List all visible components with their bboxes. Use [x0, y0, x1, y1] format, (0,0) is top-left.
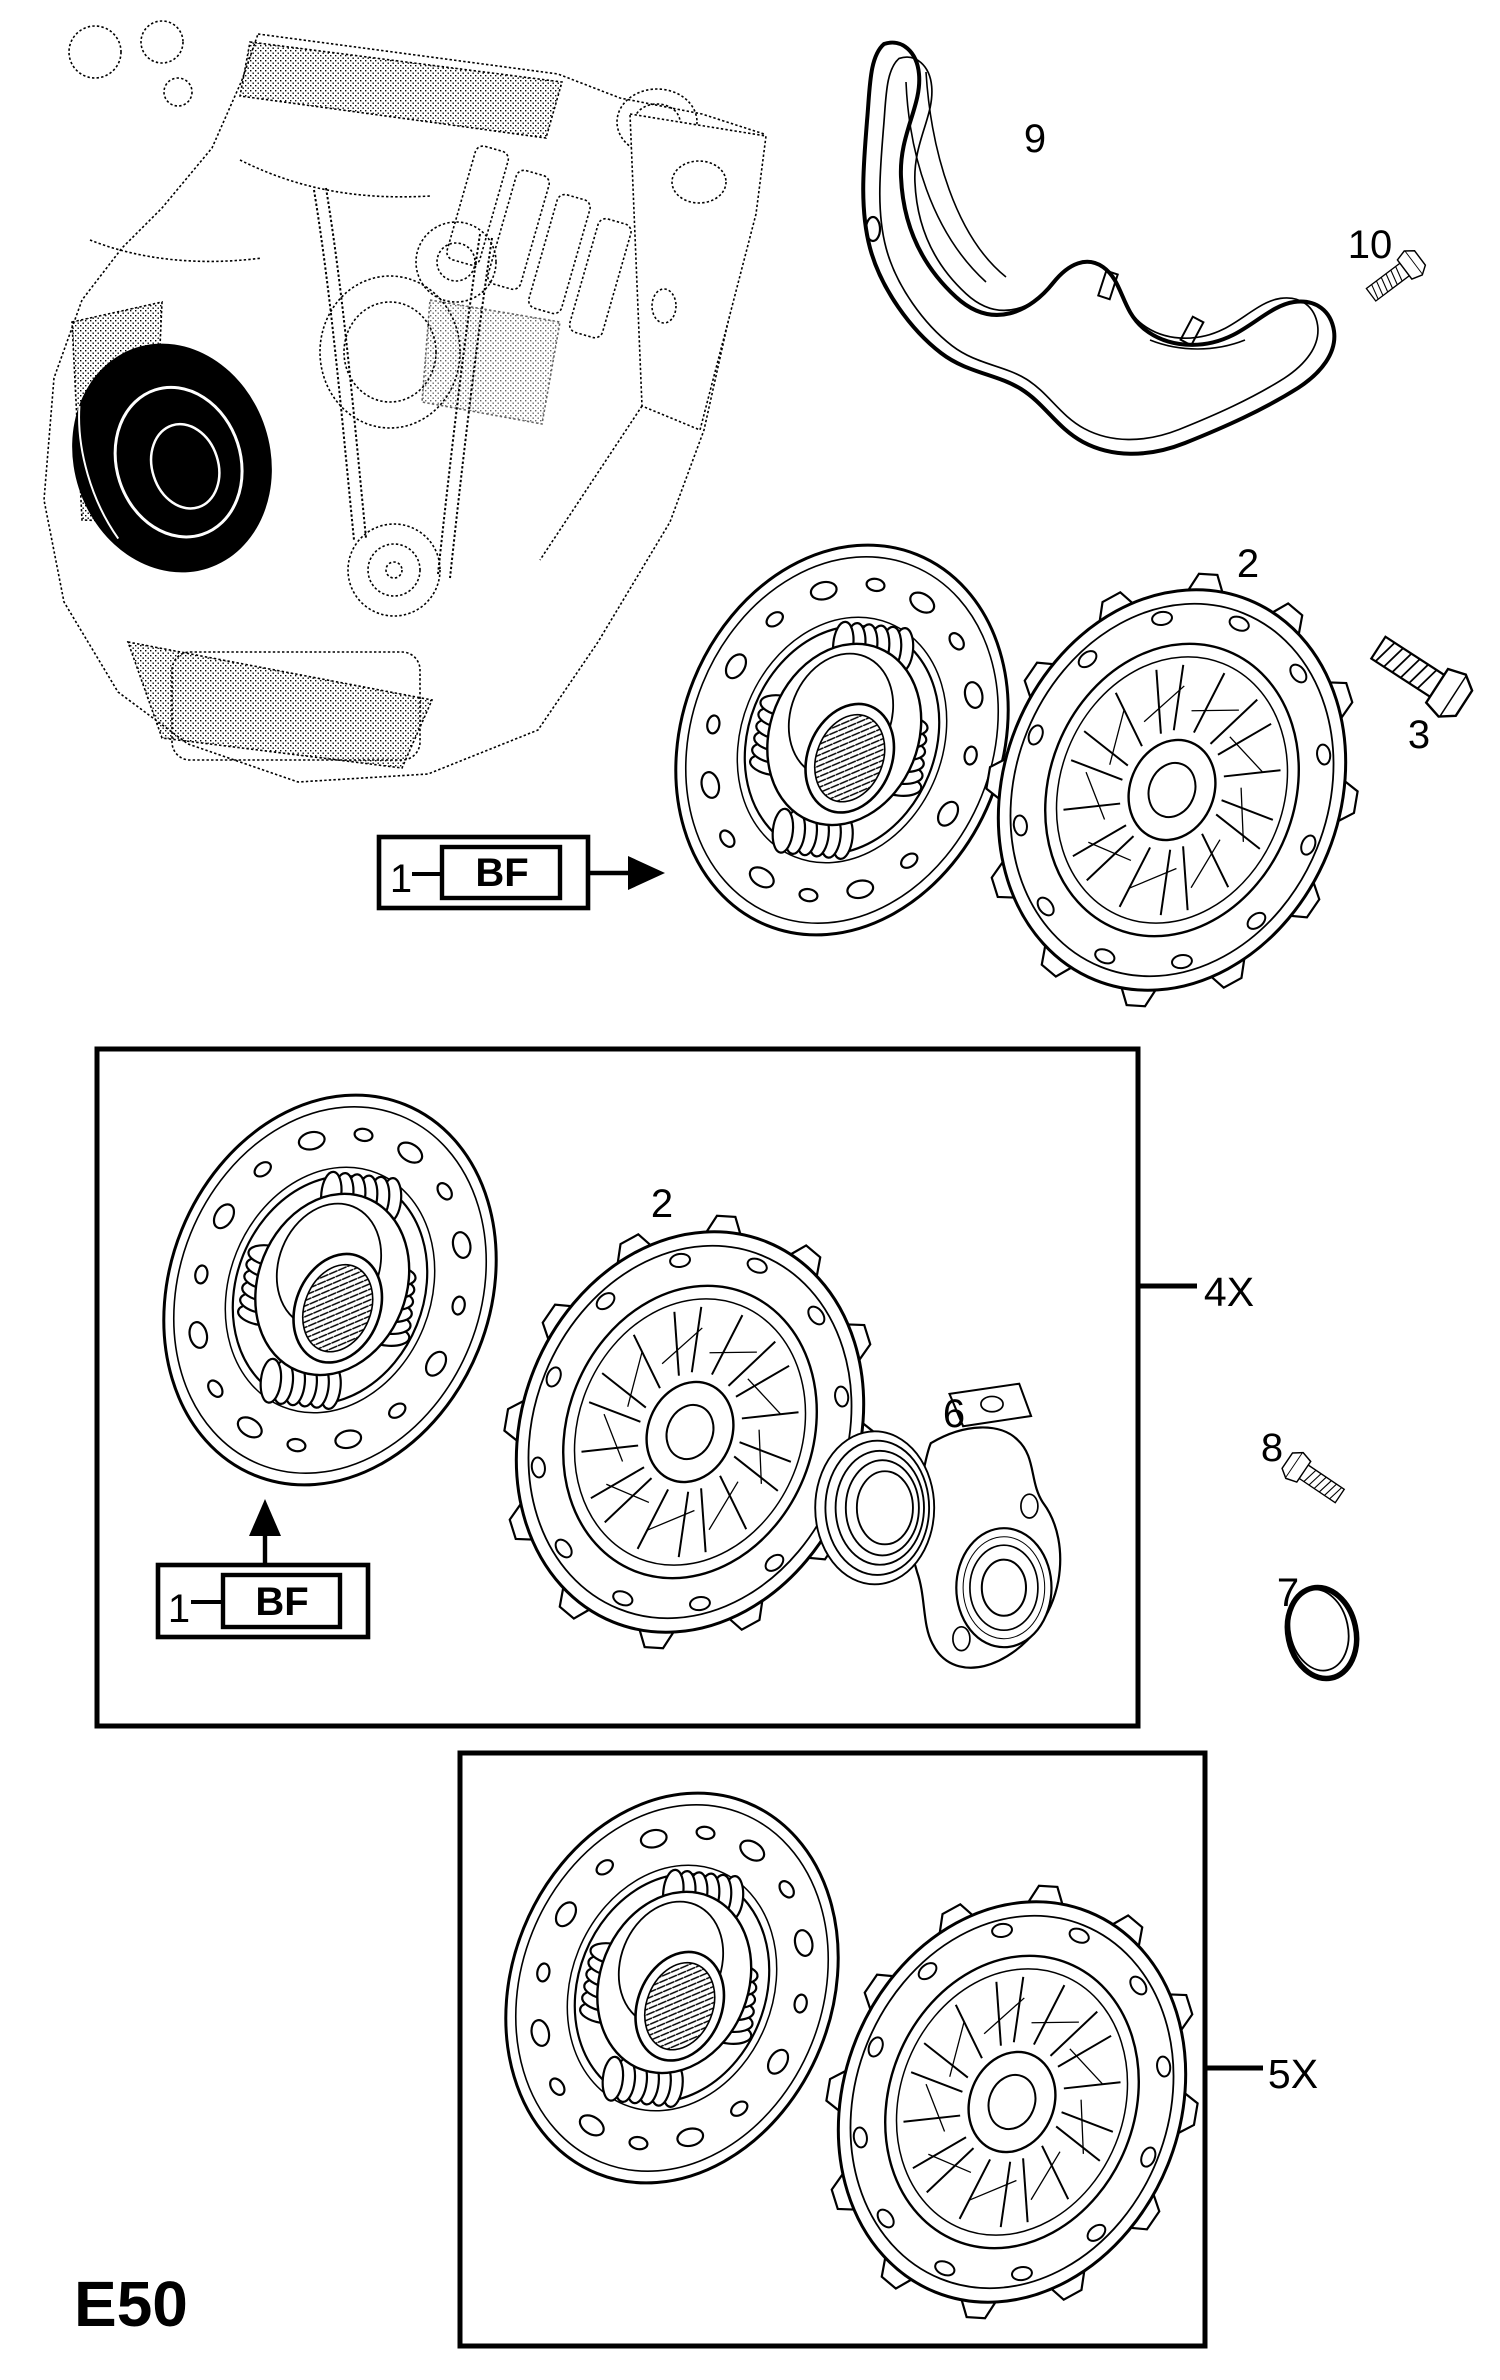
bf-callout-kit4-arrowhead	[249, 1499, 281, 1536]
kit-4x-label: 4X	[1203, 1269, 1255, 1315]
cover-plate-rib-2	[926, 72, 1006, 277]
label-part-3: 3	[1407, 713, 1431, 757]
clutch-disc-top	[619, 495, 1066, 986]
label-part-8: 8	[1260, 1426, 1284, 1470]
bolt-part-8	[1279, 1448, 1349, 1509]
cover-plate-outline	[863, 43, 1334, 454]
bolt-part-3	[1365, 627, 1478, 724]
bf-callout-kit4-index: 1	[167, 1587, 191, 1631]
clutch-disc-kit4	[107, 1045, 554, 1536]
cap-small-2	[164, 78, 192, 106]
bf-callout-kit4-code: BF	[255, 1580, 309, 1624]
oil-cap	[69, 26, 121, 78]
cap-small	[141, 21, 183, 63]
label-part-6: 6	[942, 1392, 966, 1436]
bf-callout-arrowhead	[628, 856, 665, 890]
label-part-9: 9	[1023, 117, 1047, 161]
cover-plate	[863, 43, 1334, 454]
label-part-7: 7	[1276, 1571, 1300, 1615]
engine-illustration	[43, 21, 766, 782]
page-code: E50	[74, 2268, 188, 2340]
kit-5x-label: 5X	[1267, 2051, 1319, 2097]
center-shading	[422, 300, 560, 424]
pressure-plate-top	[926, 523, 1417, 1057]
bf-callout-top-index: 1	[389, 857, 413, 901]
bf-callout-top-code: BF	[475, 851, 529, 895]
label-part-10: 10	[1347, 223, 1393, 267]
pressure-plate-kit5	[766, 1835, 1257, 2369]
cover-plate-slot-2	[1181, 317, 1204, 346]
label-part-2-kit4: 2	[650, 1182, 674, 1226]
label-part-2-top: 2	[1236, 542, 1260, 586]
clutch-disc-kit5	[449, 1743, 896, 2234]
